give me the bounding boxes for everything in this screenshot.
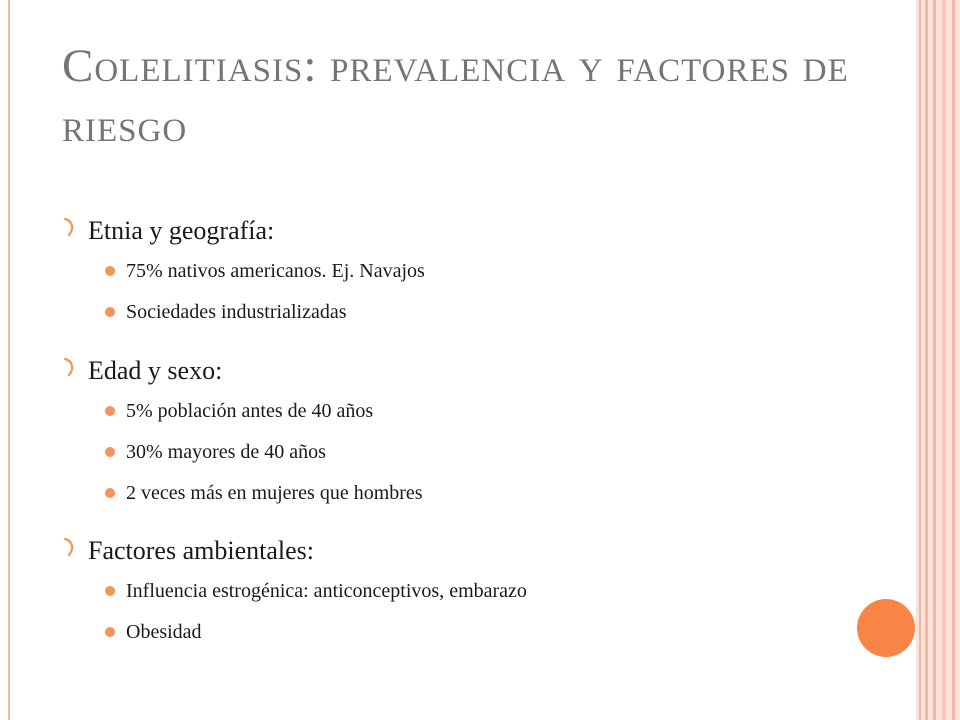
orange-dot-icon [105,266,115,276]
list-item [62,619,842,660]
section-heading-etnia [62,214,842,258]
list-item-text: Obesidad [126,621,202,643]
list-item [62,258,842,299]
list-item-text: Influencia estrogénica: anticonceptivos, embarazo [126,580,527,602]
right-decorative-stripes [916,0,960,720]
stripe [952,0,955,720]
section-heading-factores [62,534,842,578]
list-item-text: 2 veces más en mujeres que hombres [126,482,423,504]
section-heading-edad [62,354,842,398]
section-heading-text: Edad y sexo: [88,356,223,385]
section-heading-text: Etnia y geografía: [88,216,275,245]
curved-arrow-bullet-icon [62,217,76,237]
decorative-orange-circle [857,599,915,657]
list-item [62,398,842,439]
list-item [62,578,842,619]
list-item [62,480,842,520]
left-border-line [8,0,10,720]
list-item-text: 75% nativos americanos. Ej. Navajos [126,260,425,282]
list-item-text: 5% población antes de 40 años [126,400,374,422]
orange-dot-icon [105,488,115,498]
list-item [62,299,842,340]
orange-dot-icon [105,307,115,317]
curved-arrow-bullet-icon [62,537,76,557]
stripe [933,0,936,720]
stripe [942,0,946,720]
curved-arrow-bullet-icon [62,357,76,377]
slide-content [62,214,842,660]
slide-title: Colelitiasis: prevalencia y factores de riesgo [62,40,849,152]
orange-dot-icon [105,447,115,457]
stripe [925,0,928,720]
list-item [62,439,842,480]
list-item-text: 30% mayores de 40 años [126,441,326,463]
section-heading-text: Factores ambientales: [88,536,314,565]
list-item-text: Sociedades industrializadas [126,301,347,323]
orange-dot-icon [105,406,115,416]
orange-dot-icon [105,586,115,596]
stripe [919,0,921,720]
orange-dot-icon [105,627,115,637]
